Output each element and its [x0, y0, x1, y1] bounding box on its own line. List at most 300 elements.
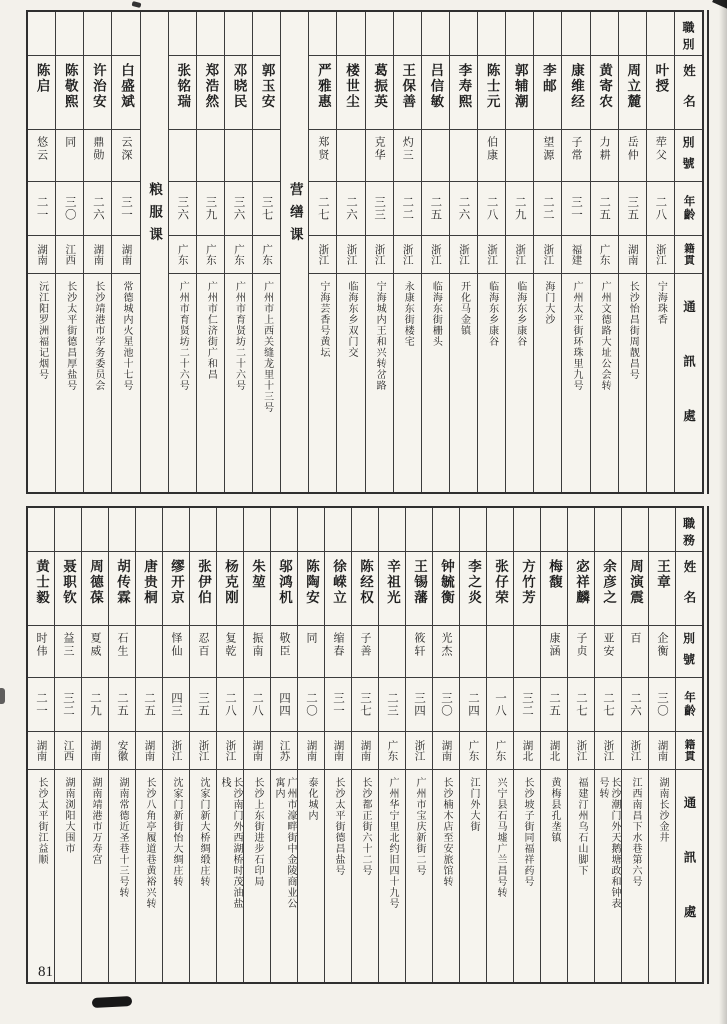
- person-age: 三〇: [649, 678, 675, 732]
- person-column: [297, 508, 324, 982]
- person-column: [449, 12, 477, 492]
- person-address: 沅江阳罗洲福记烟号: [36, 281, 48, 380]
- person-address: 福建汀州乌石山脚下: [576, 777, 587, 876]
- person-address: 广州市濠畔街中金陵商业公寓内: [273, 777, 296, 909]
- person-name: 黄士毅: [28, 552, 54, 626]
- person-address: 湖南常德近圣巷十三号转: [117, 777, 128, 898]
- person-name: 王章: [649, 552, 675, 626]
- person-alias: [487, 626, 513, 678]
- person-role: [591, 12, 618, 56]
- person-name: 张仔荣: [487, 552, 513, 626]
- person-age: 三七: [253, 182, 280, 236]
- ink-smudge: [92, 996, 132, 1008]
- person-role: [309, 12, 336, 56]
- person-column: [513, 508, 540, 982]
- person-alias: [197, 130, 224, 182]
- person-column: [533, 12, 561, 492]
- person-origin: 浙江: [450, 236, 477, 274]
- person-name: 周立麓: [619, 56, 646, 130]
- person-role: [28, 12, 55, 56]
- person-alias: 克华: [366, 130, 393, 182]
- person-address: 长沙太平街江益顺: [36, 777, 47, 865]
- person-origin: 湖南: [298, 732, 324, 770]
- person-name: 陈陶安: [298, 552, 324, 626]
- person-column: [83, 12, 111, 492]
- person-alias: [337, 130, 364, 182]
- person-address: 广州市上西关缝龙里十三号: [261, 281, 273, 413]
- person-address: 长沙八角亭履道巷黄裕兴转: [144, 777, 155, 909]
- person-column: [432, 508, 459, 982]
- person-role: [366, 12, 393, 56]
- person-age: 三三: [366, 182, 393, 236]
- person-column: [618, 12, 646, 492]
- person-address: 海门大沙: [542, 281, 554, 325]
- person-age: 二一: [28, 182, 55, 236]
- person-origin: 浙江: [568, 732, 594, 770]
- person-role: [562, 12, 589, 56]
- person-name: 邓晓民: [225, 56, 252, 130]
- person-column: [324, 508, 351, 982]
- person-role: [190, 508, 216, 552]
- person-role: [422, 12, 449, 56]
- person-alias: 振南: [244, 626, 270, 678]
- person-alias: 怿仙: [163, 626, 189, 678]
- person-age: 二五: [541, 678, 567, 732]
- person-address: 长沙坡子街同福祥药号: [522, 777, 533, 887]
- person-origin: 湖南: [619, 236, 646, 274]
- person-origin: 湖南: [28, 236, 55, 274]
- person-address: 长沙太平街德昌盐号: [333, 777, 344, 876]
- person-origin: 广东: [253, 236, 280, 274]
- section-column: [280, 12, 308, 492]
- person-role: [379, 508, 405, 552]
- page-number: 81: [38, 964, 53, 980]
- person-age: 二〇: [298, 678, 324, 732]
- section-column: [140, 12, 168, 492]
- person-age: 二八: [217, 678, 243, 732]
- person-age: 二二: [534, 182, 561, 236]
- person-role: [28, 508, 54, 552]
- person-age: 二六: [84, 182, 111, 236]
- person-address: 长沙怡昌街周靓昌号: [627, 281, 639, 380]
- person-name: 李之炎: [460, 552, 486, 626]
- person-address: 长沙太平街德昌厚盐号: [64, 281, 76, 391]
- header-age-label: 年齡: [675, 182, 702, 236]
- staff-roster-table-top: [26, 10, 704, 494]
- person-address: 宁海芸香号黄坛: [317, 281, 329, 358]
- person-name: 陈经权: [352, 552, 378, 626]
- person-name: 邬鸿机: [271, 552, 297, 626]
- person-age: 三一: [112, 182, 139, 236]
- person-origin: 广东: [379, 732, 405, 770]
- person-address: 湖南浏阳大围市: [63, 777, 74, 854]
- person-column: [393, 12, 421, 492]
- person-age: 二九: [82, 678, 108, 732]
- person-name: 白盛斌: [112, 56, 139, 130]
- person-address: 广州华宁里北约旧四十九号: [387, 777, 398, 909]
- person-column: [561, 12, 589, 492]
- person-alias: 百: [622, 626, 648, 678]
- person-origin: 广东: [460, 732, 486, 770]
- person-name: 宓祥麟: [568, 552, 594, 626]
- person-role: [217, 508, 243, 552]
- person-alias: 悠云: [28, 130, 55, 182]
- person-name: 张铭瑞: [169, 56, 196, 130]
- person-age: 二六: [622, 678, 648, 732]
- header-column: [674, 12, 702, 492]
- person-address: 临海东乡双门交: [345, 281, 357, 358]
- person-name: 辛祖光: [379, 552, 405, 626]
- person-alias: 康涵: [541, 626, 567, 678]
- person-role: [514, 508, 540, 552]
- person-name: 唐贵桐: [136, 552, 162, 626]
- person-address: 兴宁县石马墟广兰昌号转: [495, 777, 506, 898]
- person-name: 郑浩然: [197, 56, 224, 130]
- person-alias: [225, 130, 252, 182]
- person-alias: [253, 130, 280, 182]
- person-name: 钟毓衡: [433, 552, 459, 626]
- person-age: 二四: [460, 678, 486, 732]
- person-address: 沈家门新街怡大绸庄转: [171, 777, 182, 887]
- person-origin: 浙江: [406, 732, 432, 770]
- person-role: [595, 508, 621, 552]
- person-name: 王保善: [394, 56, 421, 130]
- person-name: 许治安: [84, 56, 111, 130]
- person-name: 徐嵘立: [325, 552, 351, 626]
- person-column: [270, 508, 297, 982]
- person-origin: 湖南: [352, 732, 378, 770]
- person-name: 李邮: [534, 56, 561, 130]
- person-alias: 同: [298, 626, 324, 678]
- person-name: 余彦之: [595, 552, 621, 626]
- person-alias: [169, 130, 196, 182]
- person-column: [81, 508, 108, 982]
- person-age: 二二: [394, 182, 421, 236]
- person-column: [111, 12, 139, 492]
- person-column: [308, 12, 336, 492]
- person-alias: 鼎勋: [84, 130, 111, 182]
- person-age: 四三: [163, 678, 189, 732]
- person-origin: 湖北: [541, 732, 567, 770]
- header-origin-label: 籍貫: [675, 236, 702, 274]
- person-origin: 浙江: [534, 236, 561, 274]
- person-origin: 广东: [225, 236, 252, 274]
- header-name-label: 姓名: [675, 56, 702, 130]
- person-column: [28, 508, 54, 982]
- person-role: [337, 12, 364, 56]
- person-column: [567, 508, 594, 982]
- person-column: [594, 508, 621, 982]
- person-name: 陈士元: [478, 56, 505, 130]
- person-age: 二五: [136, 678, 162, 732]
- person-alias: 敬臣: [271, 626, 297, 678]
- person-age: 三〇: [56, 182, 83, 236]
- person-role: [271, 508, 297, 552]
- person-alias: 云深: [112, 130, 139, 182]
- person-alias: 石生: [109, 626, 135, 678]
- person-role: [534, 12, 561, 56]
- person-alias: [379, 626, 405, 678]
- person-column: [162, 508, 189, 982]
- person-origin: 浙江: [422, 236, 449, 274]
- person-role: [169, 12, 196, 56]
- person-age: 三六: [225, 182, 252, 236]
- person-name: 方竹芳: [514, 552, 540, 626]
- person-age: 二五: [422, 182, 449, 236]
- person-alias: [450, 130, 477, 182]
- person-alias: 力耕: [591, 130, 618, 182]
- person-alias: 荦父: [647, 130, 674, 182]
- person-role: [568, 508, 594, 552]
- person-role: [84, 12, 111, 56]
- person-role: [136, 508, 162, 552]
- person-column: [486, 508, 513, 982]
- person-name: 王锡藩: [406, 552, 432, 626]
- person-origin: 安徽: [109, 732, 135, 770]
- person-alias: 同: [56, 130, 83, 182]
- person-role: [352, 508, 378, 552]
- person-age: 二八: [478, 182, 505, 236]
- ink-smudge: [0, 688, 5, 704]
- person-alias: 灼三: [394, 130, 421, 182]
- person-name: 周演震: [622, 552, 648, 626]
- person-age: 三五: [619, 182, 646, 236]
- person-address: 宁海珠香: [655, 281, 667, 325]
- person-name: 吕信敏: [422, 56, 449, 130]
- person-name: 李寿熙: [450, 56, 477, 130]
- person-age: 三二: [55, 678, 81, 732]
- person-name: 缪开京: [163, 552, 189, 626]
- person-age: 一八: [487, 678, 513, 732]
- person-role: [506, 12, 533, 56]
- person-alias: 时伟: [28, 626, 54, 678]
- person-column: [189, 508, 216, 982]
- person-role: [394, 12, 421, 56]
- person-role: [253, 12, 280, 56]
- person-address: 开化马金镇: [458, 281, 470, 336]
- person-column: [55, 12, 83, 492]
- person-alias: 企衡: [649, 626, 675, 678]
- person-alias: 复乾: [217, 626, 243, 678]
- person-alias: 夏威: [82, 626, 108, 678]
- page-edge-shadow: [719, 0, 727, 1024]
- person-age: 二七: [595, 678, 621, 732]
- person-name: 杨克刚: [217, 552, 243, 626]
- person-name: 严雅惠: [309, 56, 336, 130]
- person-role: [450, 12, 477, 56]
- person-column: [135, 508, 162, 982]
- person-alias: 子善: [352, 626, 378, 678]
- person-origin: 浙江: [190, 732, 216, 770]
- person-alias: 光杰: [433, 626, 459, 678]
- person-origin: 江西: [55, 732, 81, 770]
- person-alias: 伯康: [478, 130, 505, 182]
- person-address: 临海东乡康谷: [486, 281, 498, 347]
- person-age: 三一: [562, 182, 589, 236]
- person-origin: 湖北: [514, 732, 540, 770]
- section-label: 营缮课: [287, 182, 303, 250]
- person-name: 葛振英: [366, 56, 393, 130]
- person-column: [421, 12, 449, 492]
- person-column: [336, 12, 364, 492]
- person-alias: 亚安: [595, 626, 621, 678]
- person-age: 二八: [647, 182, 674, 236]
- person-column: [108, 508, 135, 982]
- person-age: 二三: [379, 678, 405, 732]
- person-column: [196, 12, 224, 492]
- person-role: [619, 12, 646, 56]
- person-address: 长沙南门外西湖桥时茂油盐栈: [219, 777, 242, 909]
- person-address: 黄梅县孔垄镇: [549, 777, 560, 843]
- person-age: 三九: [197, 182, 224, 236]
- person-column: [216, 508, 243, 982]
- person-column: [351, 508, 378, 982]
- person-origin: 福建: [562, 236, 589, 274]
- header-origin-label: 籍貫: [676, 732, 702, 770]
- person-alias: 筱轩: [406, 626, 432, 678]
- person-origin: 湖南: [325, 732, 351, 770]
- person-origin: 浙江: [309, 236, 336, 274]
- person-column: [505, 12, 533, 492]
- person-address: 广州市仁济街广和昌: [205, 281, 217, 380]
- person-address: 泰化城内: [306, 777, 317, 821]
- person-alias: 缩春: [325, 626, 351, 678]
- person-role: [298, 508, 324, 552]
- person-origin: 湖南: [136, 732, 162, 770]
- person-role: [649, 508, 675, 552]
- person-column: [540, 508, 567, 982]
- header-role-label: 職別: [675, 12, 702, 56]
- person-address: 长沙潮门外天鹅塘政和钟表号转: [597, 777, 620, 909]
- person-column: [243, 508, 270, 982]
- person-age: 二九: [506, 182, 533, 236]
- person-age: 二一: [28, 678, 54, 732]
- person-name: 周德葆: [82, 552, 108, 626]
- person-role: [244, 508, 270, 552]
- person-alias: 子贞: [568, 626, 594, 678]
- person-name: 聂职钦: [55, 552, 81, 626]
- person-address: 长沙靖港市学务委员会: [92, 281, 104, 391]
- header-column: [675, 508, 702, 982]
- person-origin: 江西: [56, 236, 83, 274]
- person-role: [56, 12, 83, 56]
- person-column: [646, 12, 674, 492]
- person-age: 二八: [244, 678, 270, 732]
- person-role: [325, 508, 351, 552]
- person-column: [224, 12, 252, 492]
- section-label: 粮服课: [147, 182, 163, 250]
- person-origin: 浙江: [394, 236, 421, 274]
- person-name: 张伊伯: [190, 552, 216, 626]
- person-age: 二六: [337, 182, 364, 236]
- person-origin: 广东: [197, 236, 224, 274]
- person-address: 江西南昌下水巷第六号: [630, 777, 641, 887]
- person-age: 三二: [514, 678, 540, 732]
- person-role: [433, 508, 459, 552]
- person-address: 湖南靖港市万寿宫: [90, 777, 101, 865]
- person-age: 三七: [352, 678, 378, 732]
- person-name: 郭玉安: [253, 56, 280, 130]
- person-name: 胡传霖: [109, 552, 135, 626]
- person-address: 湖南长沙金井: [657, 777, 668, 843]
- person-origin: 湖南: [244, 732, 270, 770]
- person-alias: [422, 130, 449, 182]
- person-address: 江门外大街: [468, 777, 479, 832]
- header-address-label: 通訊處: [681, 300, 696, 464]
- person-role: [487, 508, 513, 552]
- person-origin: 浙江: [595, 732, 621, 770]
- person-alias: 岳仲: [619, 130, 646, 182]
- person-alias: 望源: [534, 130, 561, 182]
- person-alias: [460, 626, 486, 678]
- person-column: [590, 12, 618, 492]
- person-address: 沈家门新大桥绸缎庄转: [198, 777, 209, 887]
- person-role: [163, 508, 189, 552]
- person-origin: 浙江: [478, 236, 505, 274]
- person-origin: 浙江: [163, 732, 189, 770]
- person-alias: 郑贤: [309, 130, 336, 182]
- person-age: 三一: [325, 678, 351, 732]
- person-column: [378, 508, 405, 982]
- person-role: [478, 12, 505, 56]
- person-column: [477, 12, 505, 492]
- person-column: [54, 508, 81, 982]
- header-name-label: 姓名: [676, 552, 702, 626]
- person-age: 二五: [591, 182, 618, 236]
- person-name: 楼世尘: [337, 56, 364, 130]
- person-origin: 湖南: [84, 236, 111, 274]
- person-address: 长沙楠木店至安旅馆转: [441, 777, 452, 887]
- person-address: 常德城内火星池十七号: [120, 281, 132, 391]
- person-address: 永康东街楼宅: [402, 281, 414, 347]
- person-age: 四四: [271, 678, 297, 732]
- person-name: 叶授: [647, 56, 674, 130]
- person-age: 二七: [309, 182, 336, 236]
- person-age: 二六: [450, 182, 477, 236]
- person-origin: 浙江: [366, 236, 393, 274]
- person-origin: 广东: [169, 236, 196, 274]
- person-name: 朱堃: [244, 552, 270, 626]
- person-origin: 广东: [487, 732, 513, 770]
- header-address-label: 通訊處: [682, 796, 696, 960]
- person-age: 三六: [169, 182, 196, 236]
- person-address: 临海东街栅头: [430, 281, 442, 347]
- person-address: 广州太平街环珠里九号: [570, 281, 582, 391]
- person-role: [647, 12, 674, 56]
- person-address: 临海东乡康谷: [514, 281, 526, 347]
- person-column: [168, 12, 196, 492]
- person-column: [405, 508, 432, 982]
- staff-roster-table-bottom: [26, 506, 704, 984]
- person-alias: 忍百: [190, 626, 216, 678]
- person-name: 康维经: [562, 56, 589, 130]
- person-role: [112, 12, 139, 56]
- person-age: 三四: [406, 678, 432, 732]
- person-name: 陈敬熙: [56, 56, 83, 130]
- person-address: 宁海城内王和兴转岔路: [374, 281, 386, 391]
- person-origin: 浙江: [337, 236, 364, 274]
- person-age: 三〇: [433, 678, 459, 732]
- person-column: [621, 508, 648, 982]
- person-role: [197, 12, 224, 56]
- person-column: [459, 508, 486, 982]
- person-name: 梅馥: [541, 552, 567, 626]
- person-alias: [506, 130, 533, 182]
- header-alias-label: 別號: [676, 626, 702, 678]
- header-role-label: 職務: [676, 508, 702, 552]
- person-role: [541, 508, 567, 552]
- person-origin: 湖南: [649, 732, 675, 770]
